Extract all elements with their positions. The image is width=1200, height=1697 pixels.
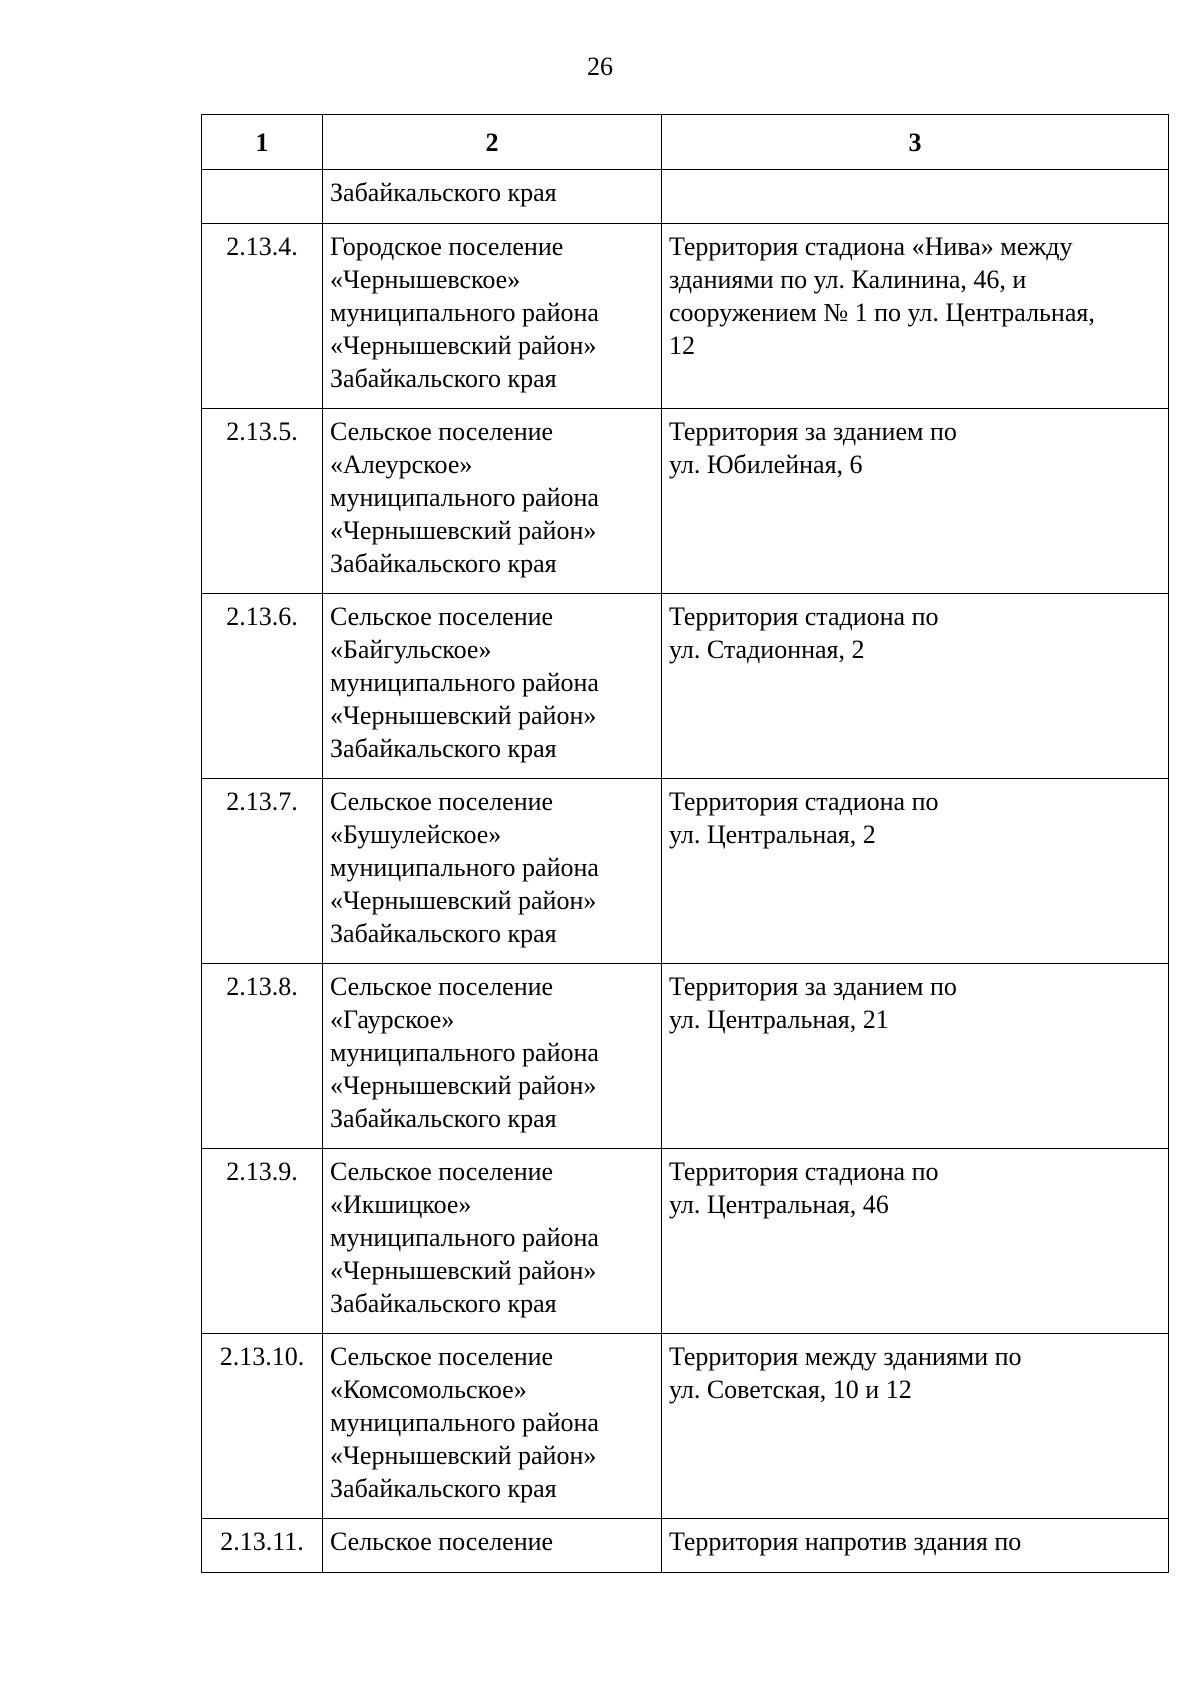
settlement-cell <box>323 1519 662 1573</box>
row-number: 2.13.5. <box>202 409 323 594</box>
table-header-row <box>202 115 1169 170</box>
settlement-line: «Чернышевское» <box>330 265 521 294</box>
settlement-line: муниципального района <box>330 298 599 327</box>
settlement-line: «Гаурское» <box>330 1005 455 1034</box>
table-row <box>202 964 1169 1149</box>
settlement-line: муниципального района <box>330 483 599 512</box>
settlement-line: Сельское поселение <box>330 1157 554 1186</box>
location-cell <box>662 779 1169 964</box>
settlement-cell <box>323 1149 662 1334</box>
settlement-line: Забайкальского края <box>330 549 557 578</box>
settlement-line: «Чернышевский район» <box>330 331 597 360</box>
settlement-line: «Чернышевский район» <box>330 1256 597 1285</box>
table-row <box>202 170 1169 224</box>
location-cell <box>662 224 1169 409</box>
table-row <box>202 409 1169 594</box>
location-cell <box>662 409 1169 594</box>
settlement-cell <box>323 594 662 779</box>
settlement-line: «Бушулейское» <box>330 820 502 849</box>
row-number: 2.13.9. <box>202 1149 323 1334</box>
settlement-line: Сельское поселение <box>330 1342 554 1371</box>
settlement-line: муниципального района <box>330 1408 599 1437</box>
settlement-line: Сельское поселение <box>330 1527 554 1556</box>
settlement-cell <box>323 779 662 964</box>
location-line: Территория за зданием по <box>669 417 957 446</box>
settlement-line: «Алеурское» <box>330 450 473 479</box>
column-header-3: 3 <box>662 115 1169 170</box>
column-header-2: 2 <box>323 115 662 170</box>
table-row <box>202 1334 1169 1519</box>
location-line: ул. Советская, 10 и 12 <box>669 1375 912 1404</box>
settlement-line: муниципального района <box>330 853 599 882</box>
location-cell <box>662 594 1169 779</box>
location-cell <box>662 1519 1169 1573</box>
table-body <box>202 170 1169 1573</box>
settlement-line: Забайкальского края <box>330 1104 557 1133</box>
location-line: ул. Центральная, 21 <box>669 1005 889 1034</box>
row-number: 2.13.7. <box>202 779 323 964</box>
settlement-line: Сельское поселение <box>330 602 554 631</box>
location-line: сооружением № 1 по ул. Центральная, <box>669 298 1095 327</box>
page-number: 26 <box>587 52 613 81</box>
row-number: 2.13.10. <box>202 1334 323 1519</box>
table-row <box>202 1149 1169 1334</box>
settlement-line: «Байгульское» <box>330 635 492 664</box>
settlement-line: Забайкальского края <box>330 919 557 948</box>
settlement-line: муниципального района <box>330 668 599 697</box>
settlement-line: Городское поселение <box>330 232 564 261</box>
settlement-cell <box>323 170 662 224</box>
location-line: ул. Центральная, 46 <box>669 1190 889 1219</box>
settlement-line: «Икшицкое» <box>330 1190 472 1219</box>
settlement-line: «Чернышевский район» <box>330 701 597 730</box>
settlement-line: Забайкальского края <box>330 734 557 763</box>
row-number: 2.13.8. <box>202 964 323 1149</box>
location-line: 12 <box>669 331 695 360</box>
table-row <box>202 779 1169 964</box>
settlement-line: муниципального района <box>330 1223 599 1252</box>
settlement-cell <box>323 409 662 594</box>
location-line: Территория между зданиями по <box>669 1342 1022 1371</box>
settlement-line: Сельское поселение <box>330 417 554 446</box>
settlement-line: Забайкальского края <box>330 178 557 207</box>
location-line: Территория стадиона «Нива» между <box>669 232 1073 261</box>
settlement-cell <box>323 1334 662 1519</box>
location-line: Территория за зданием по <box>669 972 957 1001</box>
location-line: Территория стадиона по <box>669 787 939 816</box>
location-line: ул. Центральная, 2 <box>669 820 876 849</box>
row-number <box>202 170 323 224</box>
settlement-line: Сельское поселение <box>330 787 554 816</box>
row-number: 2.13.11. <box>202 1519 323 1573</box>
settlement-cell <box>323 224 662 409</box>
location-cell <box>662 1334 1169 1519</box>
settlement-line: «Чернышевский район» <box>330 516 597 545</box>
row-number: 2.13.6. <box>202 594 323 779</box>
table-row <box>202 224 1169 409</box>
table-row <box>202 594 1169 779</box>
location-line: ул. Стадионная, 2 <box>669 635 865 664</box>
location-line: зданиями по ул. Калинина, 46, и <box>669 265 1027 294</box>
table-row <box>202 1519 1169 1573</box>
settlement-line: «Чернышевский район» <box>330 1071 597 1100</box>
row-number: 2.13.4. <box>202 224 323 409</box>
settlement-line: Забайкальского края <box>330 1474 557 1503</box>
settlement-line: «Комсомольское» <box>330 1375 527 1404</box>
settlement-line: Забайкальского края <box>330 1289 557 1318</box>
settlements-table <box>201 114 1169 1573</box>
location-line: ул. Юбилейная, 6 <box>669 450 863 479</box>
location-cell <box>662 964 1169 1149</box>
location-line: Территория напротив здания по <box>669 1527 1022 1556</box>
location-line: Территория стадиона по <box>669 602 939 631</box>
location-cell <box>662 170 1169 224</box>
location-cell <box>662 1149 1169 1334</box>
location-line: Территория стадиона по <box>669 1157 939 1186</box>
settlement-line: Забайкальского края <box>330 364 557 393</box>
settlement-line: Сельское поселение <box>330 972 554 1001</box>
settlement-line: муниципального района <box>330 1038 599 1067</box>
settlement-cell <box>323 964 662 1149</box>
column-header-1: 1 <box>202 115 323 170</box>
settlement-line: «Чернышевский район» <box>330 1441 597 1470</box>
settlement-line: «Чернышевский район» <box>330 886 597 915</box>
